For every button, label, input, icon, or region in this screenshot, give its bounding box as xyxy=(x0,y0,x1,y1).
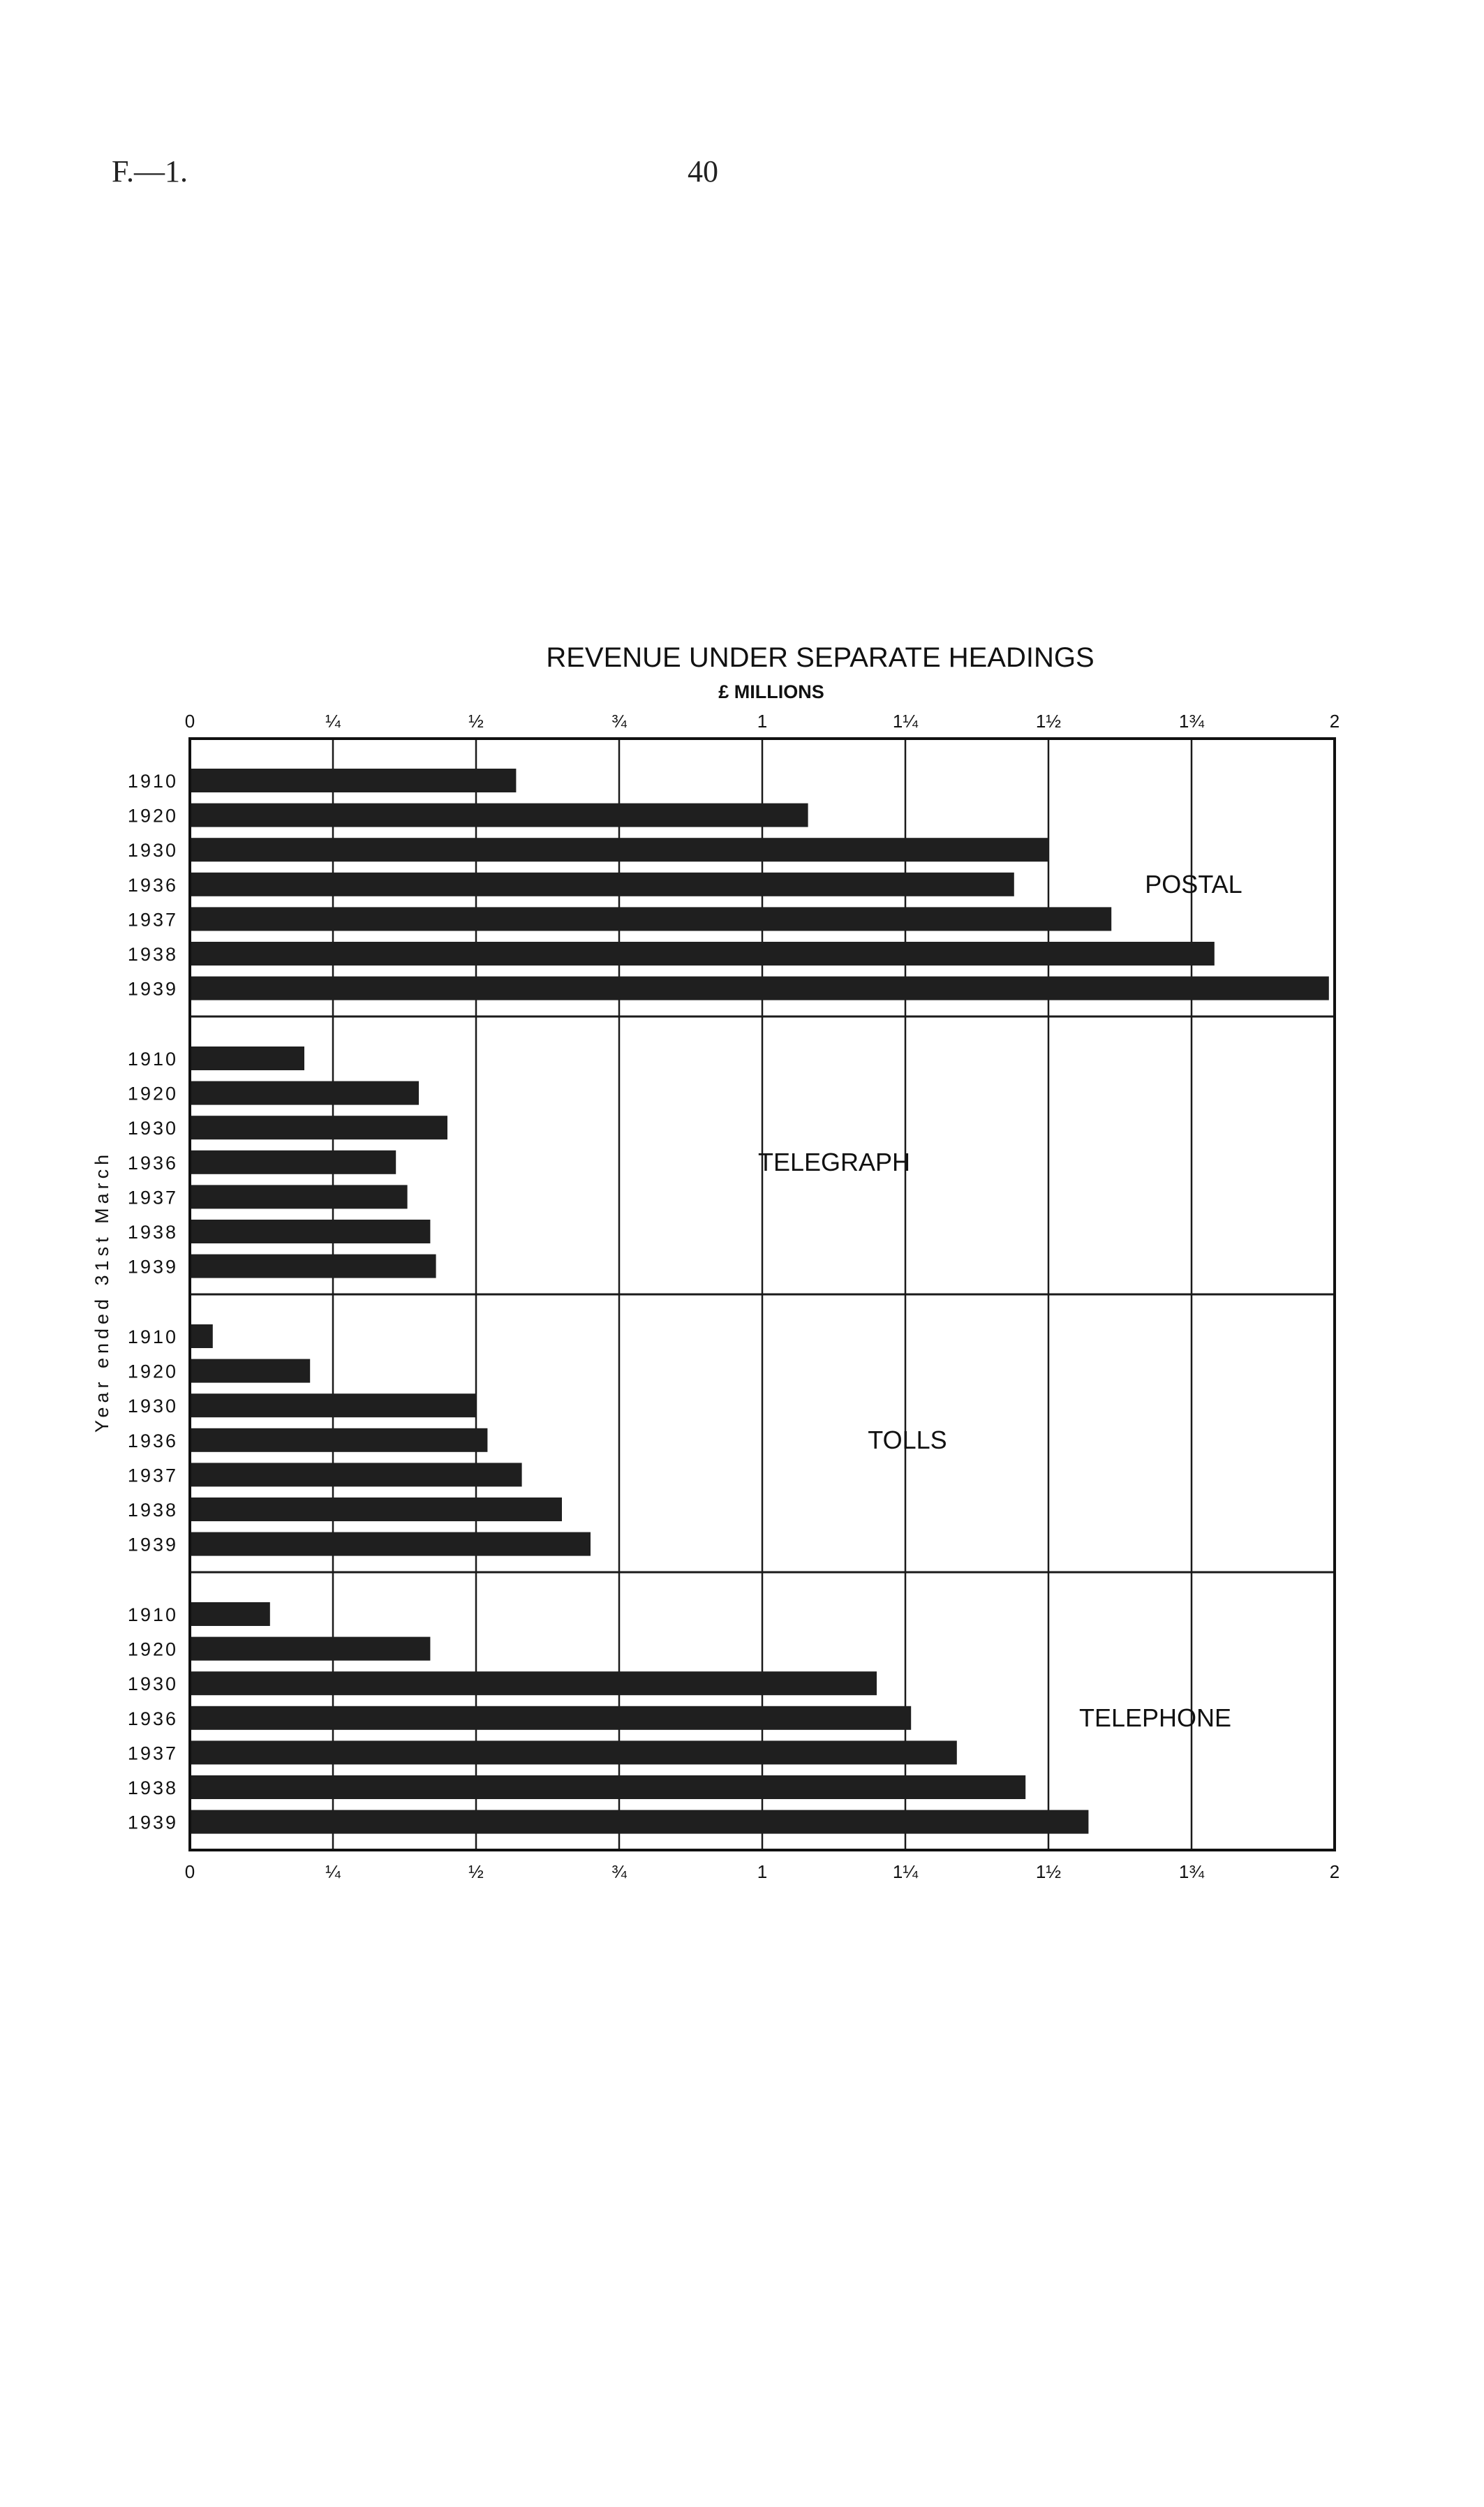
year-label: 1937 xyxy=(127,1187,178,1208)
x-tick-label-bottom: ¾ xyxy=(611,1861,627,1882)
year-label: 1936 xyxy=(127,1430,178,1451)
x-tick-label-top: 1 xyxy=(757,711,768,732)
year-label: 1910 xyxy=(127,1604,178,1625)
bar xyxy=(190,1497,562,1521)
year-label: 1939 xyxy=(127,1534,178,1555)
x-tick-label-bottom: ½ xyxy=(468,1861,484,1882)
bar xyxy=(190,1637,430,1661)
x-tick-label-top: 1¼ xyxy=(892,711,919,732)
year-label: 1910 xyxy=(127,1049,178,1070)
x-tick-label-bottom: 2 xyxy=(1329,1861,1340,1882)
bar xyxy=(190,1706,911,1730)
bar xyxy=(190,769,516,792)
year-label: 1939 xyxy=(127,1256,178,1278)
series-label: POSTAL xyxy=(1145,869,1242,898)
bar xyxy=(190,1220,430,1243)
x-tick-label-bottom: 1¾ xyxy=(1178,1861,1205,1882)
bar xyxy=(190,1116,447,1139)
bar xyxy=(190,942,1215,966)
bar xyxy=(190,1255,436,1278)
bar xyxy=(190,1463,522,1486)
bar xyxy=(190,977,1329,1000)
year-label: 1939 xyxy=(127,978,178,1000)
year-label: 1920 xyxy=(127,1361,178,1382)
year-label: 1938 xyxy=(127,1500,178,1521)
bar xyxy=(190,1185,408,1208)
series-label: TELEPHONE xyxy=(1078,1703,1232,1732)
page-code: F.—1. xyxy=(112,154,188,188)
bar xyxy=(190,804,808,827)
year-label: 1910 xyxy=(127,771,178,792)
bar xyxy=(190,1532,591,1556)
x-tick-label-bottom: 1¼ xyxy=(892,1861,919,1882)
y-axis-label: Year ended 31st March xyxy=(91,1150,112,1433)
bar xyxy=(190,1740,957,1764)
year-label: 1910 xyxy=(127,1326,178,1347)
year-label: 1938 xyxy=(127,1777,178,1798)
year-label: 1920 xyxy=(127,1639,178,1660)
bar xyxy=(190,1081,419,1105)
year-label: 1936 xyxy=(127,874,178,896)
x-tick-label-bottom: 1 xyxy=(757,1861,768,1882)
year-label: 1938 xyxy=(127,1222,178,1243)
year-label: 1920 xyxy=(127,1083,178,1104)
page-number: 40 xyxy=(688,154,718,188)
x-tick-label-top: 1½ xyxy=(1035,711,1062,732)
year-label: 1936 xyxy=(127,1708,178,1729)
x-tick-label-top: 0 xyxy=(184,711,195,732)
bar xyxy=(190,1602,270,1626)
bar xyxy=(190,873,1014,896)
x-tick-label-top: ½ xyxy=(468,711,484,732)
x-tick-label-top: 2 xyxy=(1329,711,1340,732)
year-label: 1930 xyxy=(127,1673,178,1695)
bar xyxy=(190,1324,213,1348)
x-tick-label-top: ¾ xyxy=(611,711,627,732)
year-label: 1930 xyxy=(127,1396,178,1417)
x-tick-label-bottom: 0 xyxy=(184,1861,195,1882)
bar xyxy=(190,1047,304,1070)
x-tick-label-top: ¼ xyxy=(325,711,341,732)
x-axis-label: £ MILLIONS xyxy=(718,681,824,702)
bar xyxy=(190,1359,310,1383)
series-label: TELEGRAPH xyxy=(757,1147,911,1176)
bars-layer xyxy=(190,769,1329,1834)
bar xyxy=(190,907,1111,931)
year-label: 1939 xyxy=(127,1812,178,1833)
year-label: 1936 xyxy=(127,1152,178,1174)
x-tick-label-top: 1¾ xyxy=(1178,711,1205,732)
year-label: 1937 xyxy=(127,1743,178,1764)
x-tick-label-bottom: 1½ xyxy=(1035,1861,1062,1882)
bar xyxy=(190,1671,877,1695)
bar xyxy=(190,1428,487,1452)
bar xyxy=(190,1393,476,1417)
year-label: 1937 xyxy=(127,1465,178,1486)
series-label: TOLLS xyxy=(868,1425,947,1454)
bar xyxy=(190,1151,396,1174)
chart-title: REVENUE UNDER SEPARATE HEADINGS xyxy=(546,642,1095,673)
bar xyxy=(190,838,1048,861)
year-label: 1938 xyxy=(127,944,178,965)
year-label: 1937 xyxy=(127,909,178,931)
year-label: 1920 xyxy=(127,805,178,827)
year-label: 1930 xyxy=(127,840,178,861)
year-label: 1930 xyxy=(127,1118,178,1139)
bar xyxy=(190,1810,1088,1834)
x-tick-label-bottom: ¼ xyxy=(325,1861,341,1882)
bar xyxy=(190,1775,1025,1799)
